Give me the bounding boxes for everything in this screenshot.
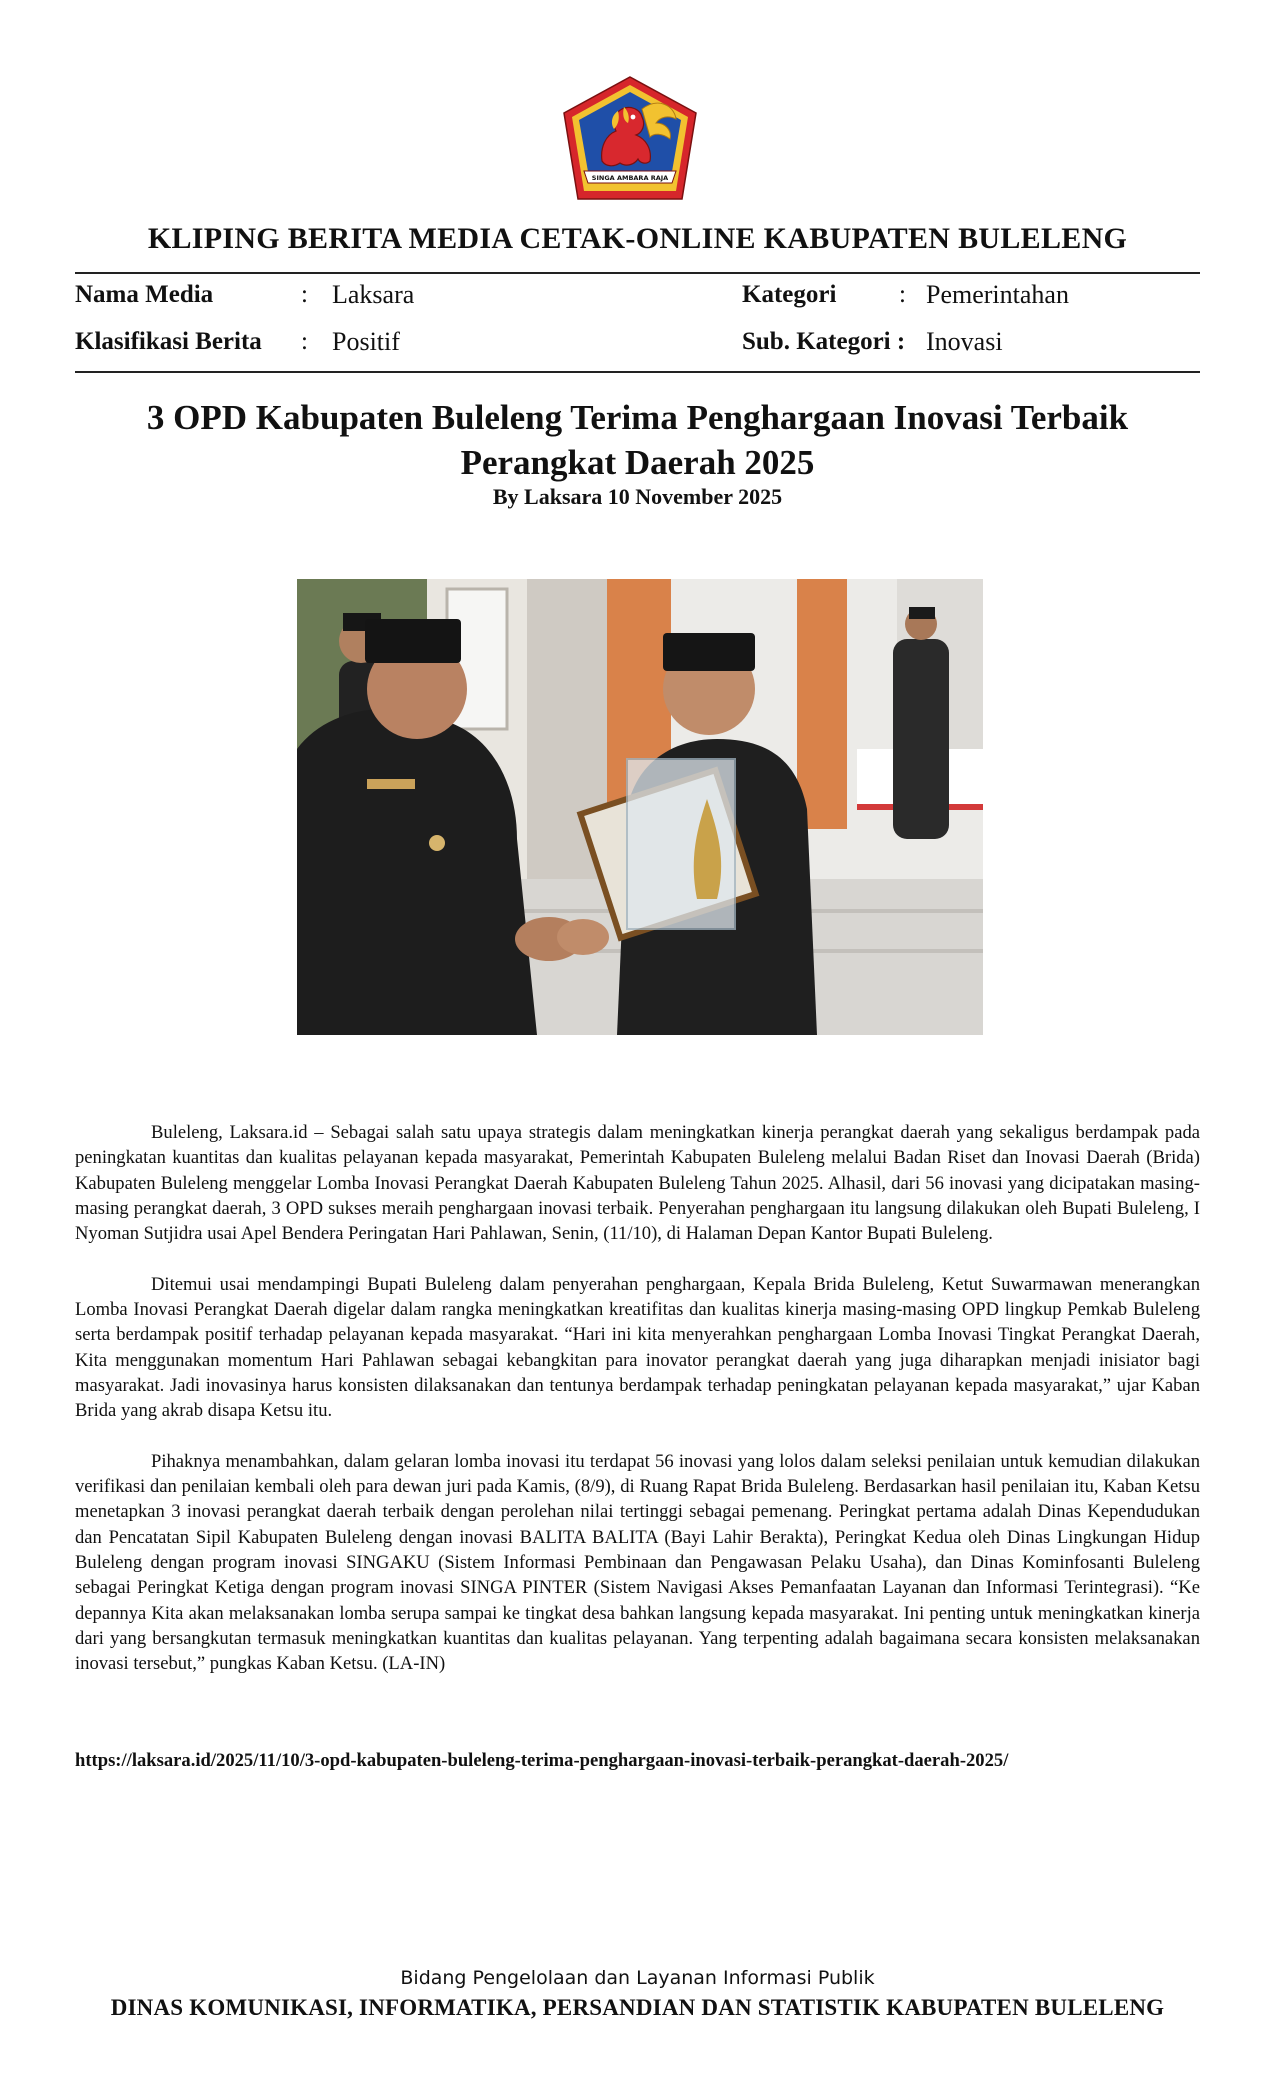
article-paragraph-1: Buleleng, Laksara.id – Sebagai salah satu upaya strategis dalam meningkatkan kinerja perangkat daerah yang sekaligus berdampak pada peningkatan kuantitas dan kualitas pelayanan kepada masyarakat, Pemerintah Kabupaten Buleleng melalui Badan Riset dan Inovasi Daerah (Brida) Kabupaten Buleleng menggelar Lomba Inovasi Perangkat Daerah Kabupaten Buleleng Tahun 2025. Alhasil, dari 56 inovasi yang dicipatakan masing-masing perangkat daerah, 3 OPD sukses meraih penghargaan inovasi terbaik. Penyerahan penghargaan itu langsung dilakukan oleh Bupati Buleleng, I Nyoman Sutjidra usai Apel Bendera Peringatan Hari Pahlawan, Senin, (11/10), di Halaman Depan Kantor Bupati Buleleng. <box>75 1122 1200 1245</box>
footer-division-name: Bidang Pengelolaan dan Layanan Informasi Publik <box>400 1967 875 1989</box>
header-divider-bottom <box>75 371 1200 373</box>
media-name-value: Laksara <box>332 280 415 309</box>
classification-label: Klasifikasi Berita <box>75 328 262 355</box>
news-photo-award-handshake <box>297 579 983 1035</box>
category-label: Kategori <box>742 281 837 308</box>
source-url-link[interactable]: https://laksara.id/2025/11/10/3-opd-kabupaten-buleleng-terima-penghargaan-inovasi-terbaik-perangkat-daerah-2025/ <box>75 1750 1009 1771</box>
media-name-label: Nama Media <box>75 281 214 308</box>
emblem-motto-text: SINGA AMBARA RAJA <box>591 174 669 182</box>
media-info-left <box>75 280 635 360</box>
singa-ambara-raja-emblem <box>562 75 698 201</box>
article-byline: By Laksara 10 November 2025 <box>492 484 783 509</box>
media-name-colon: : <box>301 281 308 308</box>
clipping-header-title: KLIPING BERITA MEDIA CETAK-ONLINE KABUPATEN BULELENG <box>147 222 1128 255</box>
media-info-right <box>742 280 1192 360</box>
footer-department-name: DINAS KOMUNIKASI, INFORMATIKA, PERSANDIAN DAN STATISTIK KABUPATEN BULELENG <box>110 1995 1165 2020</box>
subcategory-value: Inovasi <box>926 327 1003 356</box>
classification-value: Positif <box>332 327 400 356</box>
header-divider-top <box>75 272 1200 274</box>
article-body <box>75 1120 1200 1702</box>
category-colon: : <box>899 281 906 308</box>
article-paragraph-3: Pihaknya menambahkan, dalam gelaran lomba inovasi itu terdapat 56 inovasi yang lolos dalam seleksi penilaian untuk kemudian dilakukan verifikasi dan penilaian kembali oleh para dewan juri pada Kamis, (8/9), di Ruang Rapat Brida Buleleng. Berdasarkan hasil penilaian itu, Kaban Ketsu menetapkan 3 inovasi perangkat daerah terbaik dengan perolehan nilai tertinggi sebagai pemenang. Peringkat pertama adalah Dinas Kependudukan dan Pencatatan Sipil Kabupaten Buleleng dengan inovasi BALITA BALITA (Bayi Lahir Berakta), Peringkat Kedua oleh Dinas Lingkungan Hidup Buleleng dengan program inovasi SINGAKU (Sistem Informasi Pembinaan dan Pengawasan Pelaku Usaha), dan Dinas Kominfosanti Buleleng sebagai Peringkat Ketiga dengan program inovasi SINGA PINTER (Sistem Navigasi Akses Pemanfaatan Layanan dan Informasi Terintegrasi). “Ke depannya Kita akan melaksanakan lomba serupa sampai ke tingkat desa bahkan langsung kepada masyarakat. Ini penting untuk meningkatkan kinerja dari yang bersangkutan termasuk meningkatkan kuantitas dan kualitas pelayanan. Yang terpenting adalah bagaimana secara konsisten melaksanakan inovasi tersebut,” pungkas Kaban Ketsu. (LA-IN) <box>75 1450 1200 1675</box>
category-value: Pemerintahan <box>926 280 1069 309</box>
subcategory-label: Sub. Kategori : <box>742 328 906 355</box>
article-title: 3 OPD Kabupaten Buleleng Terima Penghargaan Inovasi Terbaik Perangkat Daerah 2025 <box>146 398 1129 482</box>
classification-colon: : <box>301 328 308 355</box>
article-paragraph-2: Ditemui usai mendampingi Bupati Buleleng dalam penyerahan penghargaan, Kepala Brida Buleleng, Ketut Suwarmawan menerangkan Lomba Inovasi Perangkat Daerah digelar dalam rangka meningkatkan kreatifitas dan kualitas kinerja masing-masing OPD lingkup Pemkab Buleleng serta berdampak positif terhadap pelayanan kepada masyarakat. “Hari ini kita menyerahkan penghargaan Lomba Inovasi Tingkat Perangkat Daerah, Kita menggunakan momentum Hari Pahlawan sebagai kebangkitan para inovator perangkat daerah yang juga diharapkan menjadi inisiator bagi masyarakat. Jadi inovasinya harus konsisten dilaksanakan dan tentunya berdampak terhadap peningkatan pelayanan kepada masyarakat,” ujar Kaban Brida yang akrab disapa Ketsu itu. <box>75 1273 1200 1422</box>
